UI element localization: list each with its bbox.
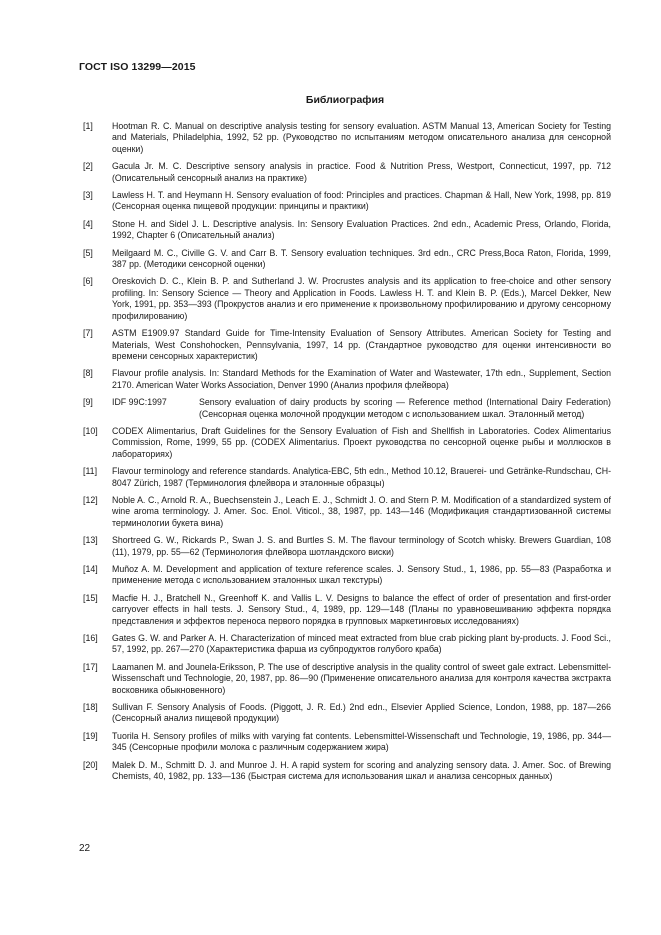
reference-text: Hootman R. C. Manual on descriptive analysis testing for sensory evaluation. ASTM Manual 13, American Society for Testing and Materials, Philadelphia, 1992, 52 pp. (Руководство по испытаниям методом описательного анализа для сенсорной оценки) — [112, 121, 611, 154]
page-number: 22 — [79, 843, 91, 854]
reference-item — [79, 535, 611, 558]
reference-number: [19] — [83, 730, 98, 741]
reference-text: Malek D. M., Schmitt D. J. and Munroe J. H. A rapid system for scoring and analyzing sensory data. J. Amer. Soc. of Brewing Chemists, 40, 1982, pp. 133—136 (Быстрая система для использования шкал и анализа сенсорных данных) — [112, 759, 611, 782]
reference-number: [20] — [83, 759, 98, 770]
reference-text: Oreskovich D. C., Klein B. P. and Sutherland J. W. Procrustes analysis and its application to free-choice and other sensory profiling. In: Sensory Science — Theory and Application in Foods. Lawless H. T. and Klein B. P. (Eds.), Marcel Dekker, New York, 1991, pp. 353—393 (Прокрустов анализ и его применение к произвольному профилированию и другому сенсорному профилированию) — [112, 276, 611, 321]
reference-number: [6] — [83, 276, 93, 287]
reference-number: [14] — [83, 564, 98, 574]
section-title: Библиография — [305, 94, 385, 106]
reference-item — [79, 564, 611, 587]
reference-code: IDF 99C:1997 — [112, 397, 167, 408]
reference-item — [79, 466, 611, 489]
reference-number: [4] — [83, 218, 93, 229]
reference-text: Lawless H. T. and Heymann H. Sensory evaluation of food: Principles and practices. Chapman & Hall, New York, 1998, pp. 819 (Сенсорная оценка пищевой продукции: принципы и практики) — [112, 190, 611, 212]
reference-item — [79, 426, 611, 460]
reference-item — [79, 397, 611, 420]
reference-number: [8] — [83, 368, 93, 379]
reference-text: Laamanen M. and Jounela-Eriksson, P. The use of descriptive analysis in the quality control of sweet gale extract. Lebensmittel-Wissenschaft und Technologie, 20, 1987, pp. 86—90 (Применение описательного анализа для контроля качества экстракта восковника обыкновенного) — [112, 661, 611, 695]
reference-number: [2] — [83, 161, 93, 172]
reference-number: [1] — [83, 121, 93, 131]
reference-number: [12] — [83, 494, 98, 505]
reference-item — [79, 368, 611, 391]
reference-item — [79, 248, 611, 271]
reference-item — [79, 731, 611, 754]
reference-number: [5] — [83, 247, 93, 258]
reference-text: CODEX Alimentarius, Draft Guidelines for the Sensory Evaluation of Fish and Shellfish in Laboratories. Codex Alimentarius Commission, Rome, 1999, 55 pp. (CODEX Alimentarius. Проект руководства по сенсорной оценке рыбы и моллюсков в лабораториях) — [112, 425, 611, 459]
reference-text: Gacula Jr. M. C. Descriptive sensory analysis in practice. Food & Nutrition Press, Westport, Connecticut, 1997, pp. 712 (Описательный сенсорный анализ на практике) — [112, 161, 611, 183]
reference-text: Gates G. W. and Parker A. H. Characterization of minced meat extracted from blue crab picking plant by-products. J. Food Sci., 57, 1992, pp. 267—270 (Характеристика фарша из субпродуктов голубого краба) — [112, 633, 611, 655]
reference-item — [79, 190, 611, 213]
reference-item — [79, 328, 611, 362]
reference-item — [79, 495, 611, 529]
standard-header: ГОСТ ISO 13299—2015 — [79, 61, 196, 73]
reference-item — [79, 593, 611, 627]
reference-number: [15] — [83, 592, 98, 603]
reference-number: [18] — [83, 702, 98, 713]
reference-item — [79, 161, 611, 184]
reference-number: [17] — [83, 661, 98, 672]
reference-text: Flavour terminology and reference standards. Analytica-EBC, 5th edn., Method 10.12, Brauerei- und Getränke-Rundschau, CH-8047 Zürich, 1987 (Терминология флейвора и эталонные образцы) — [112, 466, 611, 488]
reference-text: ASTM E1909.97 Standard Guide for Time-Intensity Evaluation of Sensory Attributes. American Society for Testing and Materials, West Conshohocken, Pennsylvania, 1997, 14 pp. (Стандартное руководство для оценки интенсивности во времени сенсорных характеристик) — [112, 328, 611, 361]
reference-item — [79, 276, 611, 322]
reference-number: [3] — [83, 190, 93, 201]
bibliography-list — [79, 121, 611, 789]
reference-number: [7] — [83, 328, 93, 339]
reference-number: [16] — [83, 633, 98, 644]
reference-text: Muñoz A. M. Development and application of texture reference scales. J. Sensory Stud., 1, 1986, pp. 55—83 (Разработка и применение метода с использованием эталонных шкал текстуры) — [112, 564, 611, 586]
reference-text: Meilgaard M. C., Civille G. V. and Carr B. T. Sensory evaluation techniques. 3rd edn., CRC Press,Boca Raton, Florida, 1999, 387 pp. (Методики сенсорной оценки) — [112, 247, 611, 270]
reference-item — [79, 633, 611, 656]
reference-text: Sullivan F. Sensory Analysis of Foods. (Piggott, J. R. Ed.) 2nd edn., Elsevier Applied Science, London, 1988, pp. 187—266 (Сенсорный анализ пищевой продукции) — [112, 702, 611, 724]
reference-item — [79, 662, 611, 696]
reference-text: Shortreed G. W., Rickards P., Swan J. S. and Burtles S. M. The flavour terminology of Scotch whisky. Brewers Guardian, 108 (11), 1979, pp. 55—62 (Терминология флейвора шотландского виски) — [112, 535, 611, 557]
reference-item — [79, 121, 611, 155]
reference-item — [79, 702, 611, 725]
reference-number: [9] — [83, 397, 93, 408]
reference-number: [10] — [83, 425, 98, 436]
reference-item — [79, 760, 611, 783]
reference-text: Tuorila H. Sensory profiles of milks with varying fat contents. Lebensmittel-Wissenschaft und Technologie, 19, 1986, pp. 344—345 (Сенсорные профили молока с различным содержанием жира) — [112, 730, 611, 753]
reference-item — [79, 219, 611, 242]
reference-text: Macfie H. J., Bratchell N., Greenhoff K. and Vallis L. V. Designs to balance the effect of order of presentation and first-order carryover effects in hall tests. J. Sensory Stud., 4, 1989, pp. 129—148 (Планы по уравновешиванию эффекта порядка представления и эффектов переноса первого порядка в групповых маркетинговых исследованиях) — [112, 592, 611, 626]
reference-number: [11] — [83, 466, 98, 477]
reference-number: [13] — [83, 535, 98, 546]
reference-text: Sensory evaluation of dairy products by scoring — Reference method (International Dairy Federation) (Сенсорная оценка молочной продукции методом с использованием шкал. Эталонный метод) — [199, 397, 611, 419]
reference-text: Stone H. and Sidel J. L. Descriptive analysis. In: Sensory Evaluation Practices. 2nd edn., Academic Press, Orlando, Florida, 1992, Chapter 6 (Описательный анализ) — [112, 218, 611, 241]
reference-text: Flavour profile analysis. In: Standard Methods for the Examination of Water and Wastewater, 17th edn., Supplement, Section 2170. American Water Works Association, Denver 1990 (Анализ профиля флейвора) — [112, 368, 611, 390]
reference-text: Noble A. C., Arnold R. A., Buechsenstein J., Leach E. J., Schmidt J. O. and Stern P. M. Modification of a standardized system of wine aroma terminology. J. Amer. Soc. Enol. Viticol., 38, 1987, pp. 143—146 (Модификация стандартизованной системы терминологии букета вина) — [112, 494, 611, 528]
